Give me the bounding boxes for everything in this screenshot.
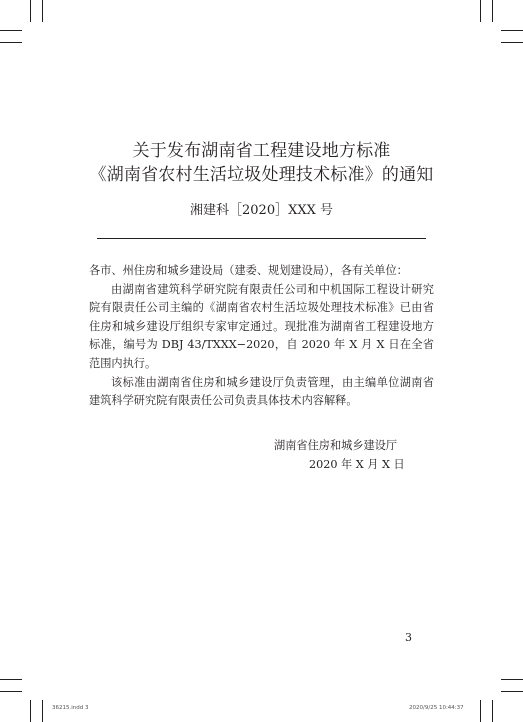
crop-mark-top-right-vertical bbox=[492, 0, 493, 22]
crop-mark-top-right-horizontal-inner bbox=[501, 42, 523, 43]
crop-mark-top-right-vertical-inner bbox=[480, 0, 481, 22]
crop-mark-top-left-vertical-inner bbox=[42, 0, 43, 22]
crop-mark-bottom-left-vertical-inner bbox=[42, 700, 43, 722]
crop-mark-bottom-right-vertical-inner bbox=[480, 700, 481, 722]
crop-mark-bottom-left-vertical bbox=[30, 700, 31, 722]
page-number: 3 bbox=[405, 631, 412, 644]
crop-mark-bottom-right-vertical bbox=[492, 700, 493, 722]
notice-body bbox=[89, 262, 434, 411]
signature-organization: 湖南省住房和城乡建设厅 bbox=[274, 439, 398, 452]
crop-mark-bottom-right-horizontal bbox=[501, 691, 523, 692]
print-slug-timestamp: 2020/9/25 10:44:37 bbox=[409, 705, 464, 711]
document-number: 湘建科［2020］XXX 号 bbox=[190, 203, 333, 218]
crop-mark-top-left-vertical bbox=[30, 0, 31, 22]
salutation: 各市、州住房和城乡建设局（建委、规划建设局），各有关单位： bbox=[89, 264, 408, 277]
signature-date: 2020 年 X 月 X 日 bbox=[309, 458, 405, 471]
title-divider bbox=[97, 238, 426, 239]
notice-title-line-2: 《湖南省农村生活垃圾处理技术标准》的通知 bbox=[89, 165, 434, 185]
crop-mark-bottom-right-horizontal-inner bbox=[501, 679, 523, 680]
crop-mark-top-right-horizontal bbox=[501, 30, 523, 31]
print-slug-file: 36215.indd 3 bbox=[52, 705, 89, 711]
notice-title-line-1: 关于发布湖南省工程建设地方标准 bbox=[132, 141, 391, 161]
paragraph-approval: 由湖南省建筑科学研究院有限责任公司和中机国际工程设计研究院有限责任公司主编的《湖南省农村生活垃圾处理技术标准》已由省住房和城乡建设厅组织专家审定通过。现批准为湖南省工程建设地方标准，编号为 DBJ 43/TXXX−2020，自 2020 年 X 月 X 日在全省范围内执行。 bbox=[89, 282, 434, 370]
crop-mark-top-left-horizontal bbox=[0, 30, 22, 31]
paragraph-management: 该标准由湖南省住房和城乡建设厅负责管理，由主编单位湖南省建筑科学研究院有限责任公司负责具体技术内容解释。 bbox=[89, 375, 434, 408]
crop-mark-bottom-left-horizontal bbox=[0, 691, 22, 692]
crop-mark-bottom-left-horizontal-inner bbox=[0, 679, 22, 680]
crop-mark-top-left-horizontal-inner bbox=[0, 42, 22, 43]
